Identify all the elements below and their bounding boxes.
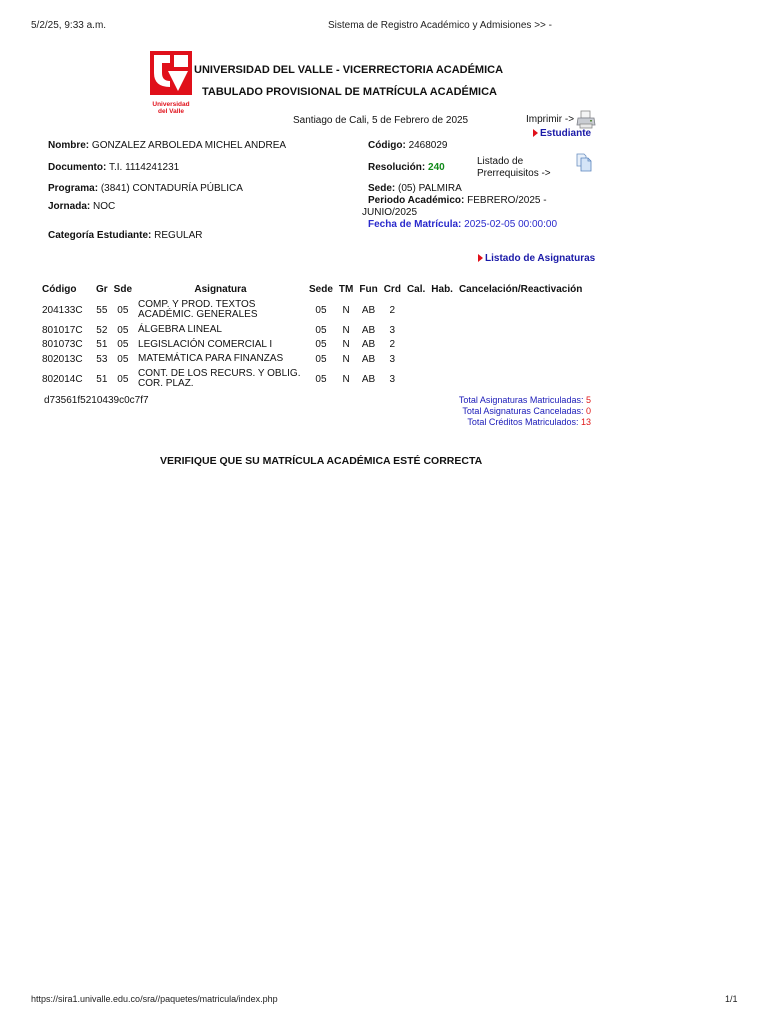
table-header-row	[40, 282, 585, 297]
col-hab: Hab.	[431, 284, 453, 295]
cell-fun: AB	[361, 339, 376, 350]
field-categoria: Categoría Estudiante: REGULAR	[48, 230, 203, 241]
arrow-right-icon	[533, 129, 538, 137]
cell-sede: 05	[315, 304, 327, 316]
nombre-value: GONZALEZ ARBOLEDA MICHEL ANDREA	[91, 140, 287, 151]
cell-asignatura: COMP. Y PROD. TEXTOS ACADÉMIC. GENERALES	[138, 299, 258, 320]
subjects-table	[40, 282, 585, 392]
print-link[interactable]: Imprimir ->	[526, 114, 575, 125]
cell-sede: 05	[315, 324, 327, 336]
table-row	[40, 366, 585, 392]
periodo-label: Periodo Académico	[368, 195, 461, 206]
cell-asignatura: LEGISLACIÓN COMERCIAL I	[138, 338, 273, 350]
codigo-label: Código	[368, 140, 403, 151]
cell-crd: 3	[389, 373, 396, 385]
fecha-value: 2025-02-05 00:00:00	[464, 219, 558, 230]
sede-value: (05) PALMIRA	[398, 183, 462, 194]
cell-sede: 05	[315, 353, 327, 365]
cell-cal	[404, 297, 428, 323]
field-documento: Documento: T.I. 1114241231	[48, 162, 180, 173]
cell-asignatura: ÁLGEBRA LINEAL	[138, 324, 222, 335]
col-codigo: Código	[42, 284, 77, 295]
cell-tm: N	[342, 324, 350, 336]
cell-hab	[428, 366, 456, 392]
cell-tm: N	[342, 373, 350, 385]
cell-crd: 2	[389, 339, 396, 350]
col-sde: Sde	[113, 284, 133, 295]
programa-value: (3841) CONTADURÍA PÚBLICA	[100, 183, 243, 194]
table-row	[40, 337, 585, 352]
periodo-value: FEBRERO/2025 -	[467, 195, 547, 206]
cell-cal	[404, 352, 428, 366]
table-row	[40, 297, 585, 323]
documento-value: T.I. 1114241231	[108, 162, 180, 173]
total-canceladas-label: Total Asignaturas Canceladas:	[462, 406, 584, 416]
arrow-right-icon	[478, 254, 483, 262]
categoria-value: REGULAR	[154, 230, 203, 241]
col-asignatura: Asignatura	[194, 284, 247, 295]
cell-asignatura: MATEMÁTICA PARA FINANZAS	[138, 353, 284, 364]
cell-tm: N	[342, 304, 350, 316]
field-nombre: Nombre: GONZALEZ ARBOLEDA MICHEL ANDREA	[48, 140, 287, 151]
categoria-label: Categoría Estudiante	[48, 230, 149, 241]
cell-sde: 05	[117, 353, 129, 365]
copy-icon[interactable]	[576, 153, 592, 172]
table-row	[40, 323, 585, 337]
field-programa: Programa: (3841) CONTADURÍA PÚBLICA	[48, 183, 243, 194]
logo-text-line1: Universidad	[152, 101, 190, 108]
cell-gr: 51	[96, 373, 108, 385]
cell-cancelacion	[456, 297, 585, 323]
jornada-value: NOC	[93, 201, 116, 212]
codigo-value: 2468029	[408, 140, 448, 151]
cell-fun: AB	[361, 304, 376, 316]
total-matriculadas-value: 5	[585, 395, 591, 405]
student-link-label: Estudiante	[540, 128, 592, 139]
cell-cancelacion	[456, 337, 585, 352]
sede-label: Sede	[368, 183, 392, 194]
col-fun: Fun	[359, 284, 378, 295]
cell-gr: 52	[96, 324, 108, 336]
total-creditos-label: Total Créditos Matriculados:	[467, 417, 579, 427]
document-title: TABULADO PROVISIONAL DE MATRÍCULA ACADÉMICA	[202, 86, 497, 98]
field-periodo-cont: JUNIO/2025	[362, 207, 418, 218]
cell-cancelacion	[456, 323, 585, 337]
resolucion-value: 240	[428, 162, 445, 173]
cell-fun: AB	[361, 373, 376, 385]
cell-hab	[428, 297, 456, 323]
cell-codigo: 801073C	[42, 339, 83, 350]
cell-sde: 05	[117, 304, 129, 316]
cell-hab	[428, 337, 456, 352]
cell-gr: 51	[96, 339, 108, 350]
cell-sede: 05	[315, 339, 327, 350]
student-link[interactable]	[533, 128, 591, 139]
cell-codigo: 802013C	[42, 353, 83, 365]
col-tm: TM	[338, 284, 354, 295]
total-creditos-value: 13	[580, 417, 591, 427]
col-cal: Cal.	[406, 284, 426, 295]
cell-codigo: 801017C	[42, 324, 83, 336]
cell-tm: N	[342, 339, 350, 350]
field-codigo: Código: 2468029	[368, 140, 448, 151]
asignaturas-link[interactable]	[478, 253, 595, 264]
field-jornada: Jornada: NOC	[48, 201, 116, 212]
cell-tm: N	[342, 353, 350, 365]
prereq-line2: Prerrequisitos ->	[477, 168, 551, 179]
print-page-number: 1/1	[725, 994, 738, 1004]
cell-codigo: 802014C	[42, 373, 83, 385]
field-sede: Sede: (05) PALMIRA	[368, 183, 462, 194]
cell-crd: 2	[389, 304, 396, 316]
print-datetime: 5/2/25, 9:33 a.m.	[31, 20, 107, 31]
total-matriculadas	[400, 395, 591, 406]
cell-crd: 3	[389, 324, 396, 336]
total-canceladas	[400, 406, 591, 417]
cell-fun: AB	[361, 324, 376, 336]
cell-fun: AB	[361, 353, 376, 365]
col-gr: Gr	[96, 284, 108, 295]
table-row	[40, 352, 585, 366]
field-resolucion: Resolución: 240	[368, 162, 445, 173]
cell-cancelacion	[456, 352, 585, 366]
cell-hab	[428, 323, 456, 337]
verification-hash: d73561f5210439c0c7f7	[44, 395, 149, 406]
verify-message: VERIFIQUE QUE SU MATRÍCULA ACADÉMICA ESTÉ CORRECTA	[160, 455, 483, 467]
cell-asignatura: CONT. DE LOS RECURS. Y OBLIG. COR. PLAZ.	[138, 368, 301, 389]
programa-label: Programa	[48, 183, 95, 194]
cell-sde: 05	[117, 339, 129, 350]
logo-text-line2: del Valle	[157, 108, 185, 115]
cell-sde: 05	[117, 373, 129, 385]
print-url: https://sira1.univalle.edu.co/sra//paquetes/matricula/index.php	[31, 994, 278, 1004]
cell-sde: 05	[117, 324, 129, 336]
totals-block	[400, 395, 591, 428]
cell-codigo: 204133C	[42, 304, 83, 316]
cell-cal	[404, 323, 428, 337]
resolucion-label: Resolución	[368, 162, 422, 173]
cell-cal	[404, 366, 428, 392]
cell-hab	[428, 352, 456, 366]
col-cancelacion: Cancelación/Reactivación	[458, 284, 583, 295]
cell-cal	[404, 337, 428, 352]
prereq-line1: Listado de	[477, 156, 524, 167]
total-matriculadas-label: Total Asignaturas Matriculadas:	[458, 395, 584, 405]
logo-mark-icon	[150, 51, 192, 95]
jornada-label: Jornada	[48, 201, 87, 212]
field-periodo: Periodo Académico: FEBRERO/2025 -	[368, 195, 547, 206]
print-page-title: Sistema de Registro Académico y Admisiones >> -	[328, 20, 552, 31]
printer-icon[interactable]	[576, 110, 596, 130]
nombre-label: Nombre	[48, 140, 86, 151]
cell-gr: 55	[96, 304, 108, 316]
university-logo	[150, 51, 192, 115]
col-crd: Crd	[383, 284, 401, 295]
col-sede: Sede	[309, 284, 333, 295]
cell-sede: 05	[315, 373, 327, 385]
total-creditos	[400, 417, 591, 428]
date-line: Santiago de Cali, 5 de Febrero de 2025	[293, 115, 469, 126]
total-canceladas-value: 0	[585, 406, 591, 416]
prerequisites-link[interactable]	[477, 156, 551, 180]
field-fecha: Fecha de Matrícula: 2025-02-05 00:00:00	[368, 219, 558, 230]
cell-crd: 3	[389, 353, 396, 365]
documento-label: Documento	[48, 162, 103, 173]
cell-gr: 53	[96, 353, 108, 365]
institution-title: UNIVERSIDAD DEL VALLE - VICERRECTORIA ACADÉMICA	[194, 64, 504, 76]
asignaturas-link-label: Listado de Asignaturas	[485, 253, 596, 264]
cell-cancelacion	[456, 366, 585, 392]
fecha-label: Fecha de Matrícula	[368, 219, 459, 230]
